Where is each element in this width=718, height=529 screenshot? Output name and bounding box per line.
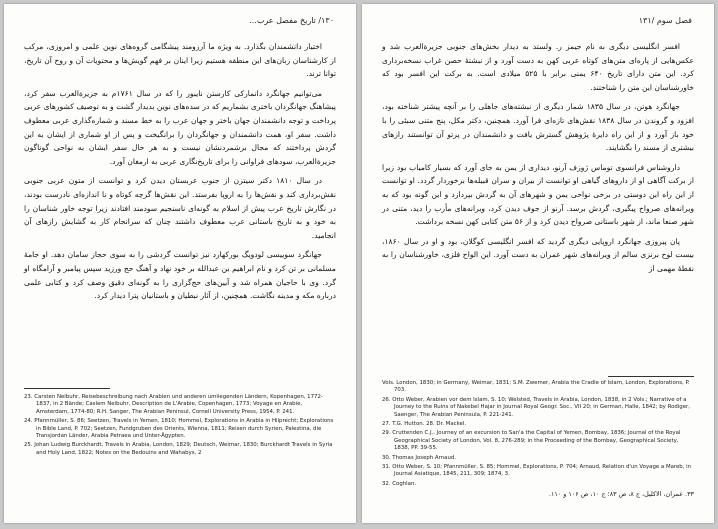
footnote: 27. T.G. Hutton. 28. Dr. Mackel. bbox=[382, 421, 467, 428]
paragraph: اختیار دانشمندان بگذارد. به ویژه ما آرزومند پیشگامی گروه‌های نوین علمی و امروزی، مرکب از کارشناسان زبان‌های این منطقه هستیم زیرا اینان بر فهم گویش‌ها و محتویات آن و روح آن تاریخ، توانا ترند. bbox=[24, 42, 336, 79]
paragraph: افسر انگلیسی دیگری به نام جیمز ر. ولستد به دیدار بخش‌های جنوبی جزیرة‌العرب شد و عکس‌هایی از پاره‌ای متن‌های کوتاه عربی کهن به دست آورد و از نبشتهٔ حصن غراب نسخه‌برداری کرد. این متن دارای تاریخ ۶۴۰ یمنی برابر با ۵۲۵ میلادی است. به برکت این افسر بود که خاورشناسان این متن را شناختند. bbox=[382, 42, 694, 92]
footnote: 32. Coghlan. bbox=[382, 480, 417, 487]
footnote-persian: ۳۳. عمران، الاکلیل، ج ۸، ص ۸۳؛ ج ۱۰، ص ۱۰۶ و ۱۱۰. bbox=[548, 490, 694, 499]
page-header bbox=[384, 16, 692, 30]
page-body-text bbox=[382, 40, 694, 282]
right-page bbox=[362, 4, 714, 523]
paragraph: جهانگرد هوتن، در سال ۱۸۳۵ شمار دیگری از نبشته‌های جاهلی را بر آنچه پیشتر شناخته بود، افزود و گروندن در سال ۱۸۳۸ نقش‌های تازه‌ای فرا آورد. همچنین، دکتر مکل، پنج متنی سبئی را با خود باز آورد و از این راه دایرهٔ پژوهش گسترش یافت و دانشمندان در پرتو آن توانستند رازهای بیشتری از مسند را بگشایند. bbox=[382, 102, 695, 153]
footnote: 31. Otto Weber, S. 10; Pfannmüller, S. 85; Hommel, Explorations, P. 704; Arnaud, Relation d'un Voyage a Mareb, in Journal Asiatique, 1845, 211, 309; 1874, 3. bbox=[382, 464, 692, 478]
footnote: 30. Thomas Joseph Arnaud. bbox=[382, 454, 457, 461]
paragraph: جهانگرد سوییسی لودویگ بورکهارد نیز توانست گردشی را به سوی حجاز سامان دهد. او جامهٔ مسلمانی بر تن کرد و نام ابراهیم بن عبدالله بر خود نهاد و آهنگ حج ورزید سپس پیامبر و آرامگاه او گرد. وی با حاجیان همراه شد و آیین‌های حج‌گزاری را به گونه‌ای دقیق وصف کرد و کتابی علمی درباره مکه و مدینه نگاشت. همچنین، از آثار نبطیان و باستانیان پترا دیدار کرد. bbox=[24, 250, 336, 301]
footnote-divider bbox=[608, 376, 694, 377]
footnote: Vols. London, 1830; in Germany, Weimar, 1831; S.M. Zwemer, Arabia the Cradle of Islam, London, Explorations, P. 703. bbox=[382, 380, 690, 394]
left-page bbox=[4, 4, 356, 523]
paragraph: داروشناس فرانسوی توماس ژوزف آرنو، دیداری از یمن به جای آورد که بسیار کامیاب بود زیرا از برکت آگاهی او از داروهای گیاهی او توانست از بیران و سران قبیله‌ها برخوردار گردد. او توانست از این راه این دوستی در برخی نواحی یمن و شهرهای آن به گردش بپردازد و این گونه بود که به ویرانه‌های صرواح پیگیری، گردش برسد. آرنو از جوف دیدن کرد، ویرانه‌های مأرب را دید، متنی در شهر صنعا ماند، از شهر باستانی صرواح دیدن کرد و از ۵۶ متن کتابی کهن نسخه برداشت. bbox=[382, 162, 694, 227]
paragraph: می‌توانیم جهانگرد دانمارکی کارستن نایبور را که در سال ۱۷۶۱م به جزیرة‌العرب سفر کرد، پیشاهنگ جهانگردان باختری بشماریم که در سده‌های نوین بدیدار گشت و به توصیف کشورهای عربی پرداخت و توجه دانشمندان جهان باختر و جهان عرب را به خط مسند و شماره‌گذاری عربی معطوف داشت. سفر او، همت دانشمندان و جهانگردان را برانگیخت و پس از او شماری از ایشان به این گردش پرداختند که مجال برشمردنشان نیست و به هر حال سفر ایشان به نواحی گوناگون جزیرة‌العرب، سودهای فراوانی را برای تاریخ‌نگاری عربی به ارمغان آورد. bbox=[24, 88, 336, 166]
footnotes bbox=[382, 380, 694, 501]
page-header-title: فصل سوم /۱۳۱ bbox=[638, 16, 692, 25]
page-body-text bbox=[24, 40, 336, 309]
footnotes bbox=[24, 394, 336, 459]
page-header-title: ۱۳۰/ تاریخ مفصل عرب... bbox=[249, 16, 334, 25]
footnote: 24. Pfannmüller, S. 86; Seetzen, Travels in Yemen, 1810; Hommel, Explorations in Arabia in Hilprecht; Explorations in Bible Land, P. 702; Seetzen, Fundgruben des Orients, Wienna, 1811; Reisen durch Syrien, Palestina, die Transjordan Länder, Arabia Petraea und Unter-Ägypten. bbox=[24, 418, 334, 440]
footnote: 25. Johan Ludwig Burckhardt, Travels in Arabia, London, 1829; Deutsch, Weimar, 1830; Burckhardt Travels in Syria and Holy Land, 1822; Notes on the Bedouins and Wahabys, 2 bbox=[24, 442, 333, 456]
page-header bbox=[26, 16, 334, 30]
paragraph: پان پیروزی جهانگرد اروپایی دیگری گردید که افسر انگلیسی کوگلان، بود و او در سال ۱۸۶۰، بیست لوح برنزی سالم از ویرانه‌های شهر عمران به دست آورد. این الواح فلزی، خاورشناسان را به نقطهٔ مهمی از bbox=[382, 236, 694, 273]
paragraph: در سال ۱۸۱۰ دکتر سیتزن از جنوب عربستان دیدن کرد و توانست از متون عربی جنوبی نقش‌برداری کند و نقش‌ها را به اروپا بفرستد. این نقش‌ها گرچه کوتاه و نا اندازه‌ای نادرست بودند، در نگارش تاریخ عرب پیش از اسلام به گونه‌ای ناسنجیم سودمند افتادند زیرا توجه خاور شناسان را به خود و به تاریخ باستانی عرب معطوف داشتند چنان که سرانجام کار به گشایش رازهای آن انجامید. bbox=[24, 176, 336, 240]
footnote: 26. Otto Weber, Arabien vor dem Islam, S. 10; Welsted, Travels in Arabia, London, 1838, in 2 Vols.; Narrative of a Journey to the Ruins of Nakebel Hajar in Journal Royal Geogr. Soc., VII 20; in German, Halle, 1842; by Rodiger, Saenger, The Arabian Peninsula, P. 221-241. bbox=[382, 396, 690, 418]
footnote: 29. Cruttenden C.J., Journey of an excursion to San'a the Capital of Yemen, Bombay, 1836; Journal of the Royal Geographical Society of London, Vol. 8, 276-289; in the Proceeding of the Bombay, Geographical Society, 1838, PP. 39-55. bbox=[382, 430, 681, 452]
footnote-divider bbox=[24, 388, 110, 389]
footnote: 23. Carsten Neibuhr, Reisebeschreibung nach Arabien und anderen umliegenden Ländern, Kopenhagen, 1772-1837, in 2 Bände; Caslem Neibuhr, Description de L'Arabie, Copenhagen, 1773; Voyage en Arabie, Amsterdam, 1774-80; R.H. Sanger, The Arabian Peninsul, Cornell University Press, 1954, P. 241. bbox=[24, 394, 323, 415]
